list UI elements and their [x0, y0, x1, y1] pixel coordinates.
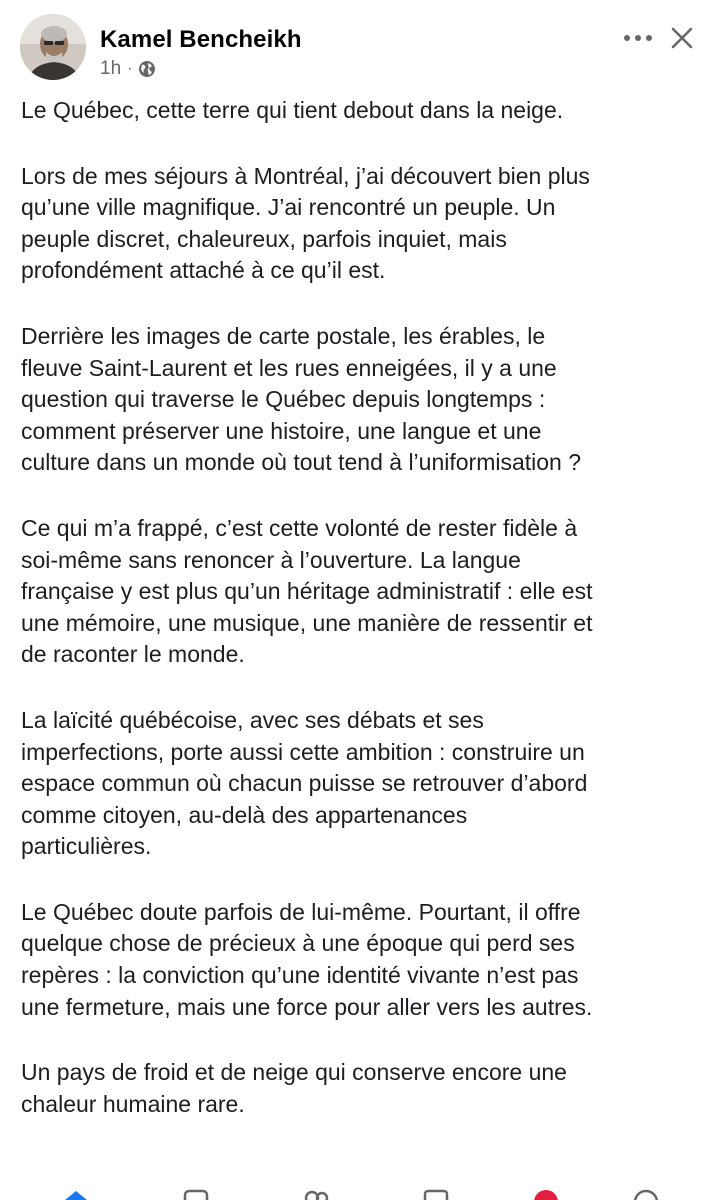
- post-paragraph: Un pays de froid et de neige qui conserve encore une chaleur humaine rare.: [21, 1059, 567, 1117]
- avatar-photo: [20, 14, 86, 80]
- post-header: [20, 14, 700, 84]
- video-icon[interactable]: [182, 1188, 210, 1200]
- globe-icon[interactable]: [138, 60, 156, 78]
- post-meta: [100, 58, 156, 80]
- post-paragraph: Derrière les images de carte postale, les érables, le fleuve Saint-Laurent et les rues enneigées, il y a une question qui traverse le Québec depuis longtemps : comment préserver une histoire, une langue et une culture dans un monde où tout tend à l’uniformisation ?: [21, 322, 582, 476]
- notifications-icon[interactable]: [532, 1188, 560, 1200]
- post-paragraph: Ce qui m’a frappé, c’est cette volonté de rester fidèle à soi-même sans renoncer à l’ouverture. La langue française y est plus qu’un héritage administratif : elle est une mémoire, une musique, une manière de ressentir et de raconter le monde.: [21, 514, 593, 668]
- close-icon: [671, 27, 693, 49]
- menu-icon[interactable]: [632, 1188, 660, 1200]
- avatar[interactable]: [20, 14, 86, 80]
- post-time[interactable]: 1h: [100, 58, 122, 79]
- more-options-button[interactable]: [620, 24, 656, 52]
- meta-separator: ·: [127, 60, 133, 77]
- marketplace-icon[interactable]: [422, 1188, 450, 1200]
- bottom-tab-bar: [0, 1186, 714, 1200]
- post-paragraph: La laïcité québécoise, avec ses débats et ses imperfections, porte aussi cette ambition : construire un espace commun où chacun puisse se retrouver d’abord comme citoyen, au-delà des appartenances particulières.: [21, 706, 588, 860]
- author-name[interactable]: Kamel Bencheikh: [100, 26, 302, 53]
- post-body: [21, 95, 701, 1154]
- home-icon[interactable]: [62, 1188, 90, 1200]
- post-paragraph: Lors de mes séjours à Montréal, j’ai découvert bien plus qu’une ville magnifique. J’ai rencontré un peuple. Un peuple discret, chaleureux, parfois inquiet, mais profondément attaché à ce qu’il est.: [21, 162, 590, 284]
- post-paragraph: Le Québec, cette terre qui tient debout dans la neige.: [21, 97, 564, 123]
- post-paragraph: Le Québec doute parfois de lui-même. Pourtant, il offre quelque chose de précieux à une époque qui perd ses repères : la conviction qu’une identité vivante n’est pas une fermeture, mais une force pour aller vers les autres.: [21, 898, 593, 1020]
- friends-icon[interactable]: [302, 1188, 330, 1200]
- more-horizontal-icon: [623, 34, 653, 42]
- close-button[interactable]: [664, 20, 700, 56]
